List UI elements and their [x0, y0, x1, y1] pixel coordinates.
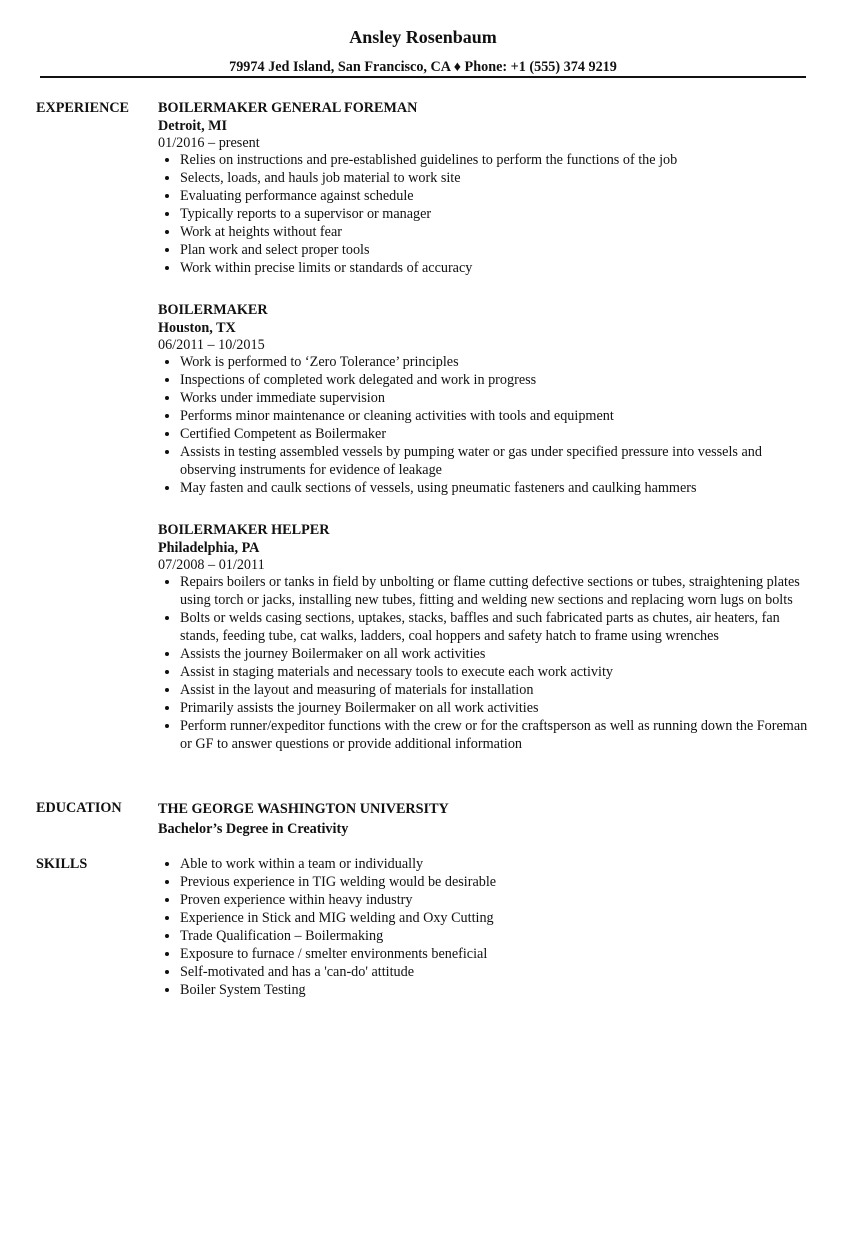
- list-item: Perform runner/expeditor functions with the crew or for the craftsperson as well as running down the Foreman or GF to answer questions or provide additional information: [158, 717, 808, 753]
- bullet-dot: [165, 706, 169, 710]
- list-item: Typically reports to a supervisor or manager: [158, 205, 808, 223]
- bullet-dot: [165, 670, 169, 674]
- list-item: Trade Qualification – Boilermaking: [158, 927, 808, 945]
- bullet-dot: [165, 212, 169, 216]
- list-item: Certified Competent as Boilermaker: [158, 425, 808, 443]
- bullet-dot: [165, 616, 169, 620]
- list-item: Work at heights without fear: [158, 223, 808, 241]
- job-dates: 01/2016 – present: [158, 135, 260, 151]
- list-item: Works under immediate supervision: [158, 389, 808, 407]
- bullet-dot: [165, 194, 169, 198]
- job-dates: 07/2008 – 01/2011: [158, 557, 265, 573]
- job-entry: [158, 521, 808, 753]
- list-item: Assist in staging materials and necessary tools to execute each work activity: [158, 663, 808, 681]
- bullet-dot: [165, 862, 169, 866]
- list-item: Proven experience within heavy industry: [158, 891, 808, 909]
- list-item: Primarily assists the journey Boilermaker on all work activities: [158, 699, 808, 717]
- list-item: Bolts or welds casing sections, uptakes, stacks, baffles and such fabricated parts as chutes, air heaters, fan stands, feeding tube, cat walks, ladders, coal hoppers and safety hatch to frame using wrenches: [158, 609, 808, 645]
- skills-list: [158, 855, 808, 999]
- candidate-name: Ansley Rosenbaum: [349, 27, 497, 47]
- job-entry: [158, 99, 808, 277]
- list-item: Assist in the layout and measuring of materials for installation: [158, 681, 808, 699]
- bullet-dot: [165, 266, 169, 270]
- bullet-dot: [165, 450, 169, 454]
- bullet-dot: [165, 248, 169, 252]
- list-item: Work within precise limits or standards of accuracy: [158, 259, 808, 277]
- education-school: THE GEORGE WASHINGTON UNIVERSITY: [158, 801, 449, 817]
- list-item: Inspections of completed work delegated and work in progress: [158, 371, 808, 389]
- list-item: Plan work and select proper tools: [158, 241, 808, 259]
- list-item: Assists in testing assembled vessels by pumping water or gas under specified pressure into vessels and observing instruments for evidence of leakage: [158, 443, 808, 479]
- bullet-dot: [165, 652, 169, 656]
- list-item: Previous experience in TIG welding would be desirable: [158, 873, 808, 891]
- skills-heading: SKILLS: [36, 856, 88, 872]
- bullet-dot: [165, 724, 169, 728]
- header-divider: [40, 76, 806, 78]
- list-item: Repairs boilers or tanks in field by unbolting or flame cutting defective sections or tubes, straightening plates using torch or jacks, installing new tubes, fitting and welding new sections and replacing worn lugs on bolts: [158, 573, 808, 609]
- job-bullets: [158, 151, 808, 277]
- education-degree: Bachelor’s Degree in Creativity: [158, 821, 349, 837]
- bullet-dot: [165, 880, 169, 884]
- education-entry: [158, 799, 808, 839]
- bullet-dot: [165, 414, 169, 418]
- list-item: Self-motivated and has a 'can-do' attitude: [158, 963, 808, 981]
- job-bullets: [158, 573, 808, 753]
- bullet-dot: [165, 486, 169, 490]
- job-title: BOILERMAKER: [158, 302, 268, 318]
- experience-heading: EXPERIENCE: [36, 100, 130, 116]
- bullet-dot: [165, 898, 169, 902]
- list-item: Able to work within a team or individually: [158, 855, 808, 873]
- resume-header: [0, 26, 846, 76]
- bullet-dot: [165, 360, 169, 364]
- bullet-dot: [165, 396, 169, 400]
- job-title: BOILERMAKER GENERAL FOREMAN: [158, 100, 418, 116]
- contact-line: 79974 Jed Island, San Francisco, CA ♦ Phone: +1 (555) 374 9219: [229, 59, 617, 75]
- list-item: Exposure to furnace / smelter environments beneficial: [158, 945, 808, 963]
- bullet-dot: [165, 988, 169, 992]
- bullet-dot: [165, 970, 169, 974]
- bullet-dot: [165, 688, 169, 692]
- list-item: May fasten and caulk sections of vessels, using pneumatic fasteners and caulking hammers: [158, 479, 808, 497]
- bullet-dot: [165, 158, 169, 162]
- job-location: Philadelphia, PA: [158, 540, 260, 556]
- bullet-dot: [165, 916, 169, 920]
- list-item: Boiler System Testing: [158, 981, 808, 999]
- job-dates: 06/2011 – 10/2015: [158, 337, 265, 353]
- list-item: Evaluating performance against schedule: [158, 187, 808, 205]
- job-title: BOILERMAKER HELPER: [158, 522, 330, 538]
- bullet-dot: [165, 230, 169, 234]
- job-bullets: [158, 353, 808, 497]
- bullet-dot: [165, 378, 169, 382]
- bullet-dot: [165, 934, 169, 938]
- job-location: Houston, TX: [158, 320, 236, 336]
- bullet-dot: [165, 952, 169, 956]
- bullet-dot: [165, 176, 169, 180]
- experience-list: [158, 99, 808, 777]
- list-item: Assists the journey Boilermaker on all work activities: [158, 645, 808, 663]
- list-item: Work is performed to ‘Zero Tolerance’ principles: [158, 353, 808, 371]
- list-item: Selects, loads, and hauls job material to work site: [158, 169, 808, 187]
- job-location: Detroit, MI: [158, 118, 228, 134]
- list-item: Performs minor maintenance or cleaning activities with tools and equipment: [158, 407, 808, 425]
- list-item: Relies on instructions and pre-established guidelines to perform the functions of the job: [158, 151, 808, 169]
- bullet-dot: [165, 580, 169, 584]
- job-entry: [158, 301, 808, 497]
- list-item: Experience in Stick and MIG welding and Oxy Cutting: [158, 909, 808, 927]
- education-heading: EDUCATION: [36, 800, 122, 816]
- bullet-dot: [165, 432, 169, 436]
